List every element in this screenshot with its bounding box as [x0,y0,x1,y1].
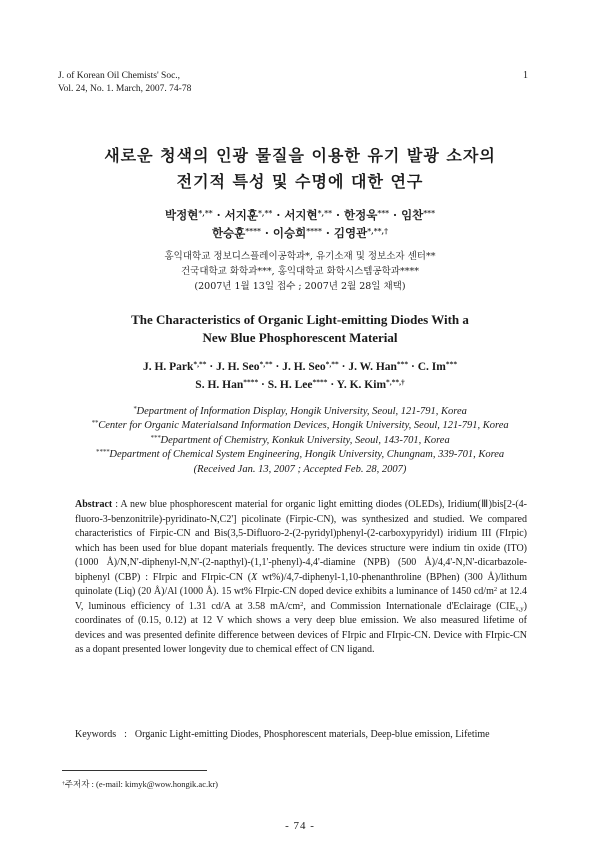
author-separator: · [272,208,285,222]
footnote-text: 주저자 : (e-mail: kimyk@wow.hongik.ac.kr) [64,779,219,789]
author-mark: *,**,† [367,226,389,236]
korean-authors [0,206,600,242]
abstract-text-part: ) coordinates of (0.15, 0.12) at 12 V which shows a very deep blue emission. We also measured lifetime of devices and was presented definite difference between devices of FIrpic and FIrpic-CN. Device with FIrpic-CN as a dopant presented lower longevity due to chemical effect of CN ligand. [75,600,527,655]
page-footer: - 74 - [285,820,315,832]
author-mark: *,** [198,208,213,218]
author-separator: · [389,208,402,222]
korean-received-dates: (2007년 1월 13일 접수 ; 2007년 2월 28일 채택) [194,281,406,292]
journal-line-1: J. of Korean Oil Chemists' Soc., [58,71,181,81]
abstract-text-part: wt%)/4,7-diphenyl-1,10-phenanthroline (BPhen) (300 Å)/lithum quinolate (Liq) (20 Å)/Al (1000 Å). 15 wt% FIrpic-CN doped device exhibits a luminance of 1450 cd/m [75,571,527,597]
affiliation-line [0,405,600,419]
affiliation-text: Department of Chemical System Engineering, Hongik University, Chungnam, 339-701, Korea [109,449,505,461]
author-mark: *** [377,208,390,218]
english-authors-line-1 [0,358,600,376]
footnote-mark: † [62,780,65,787]
affiliation-line [0,448,600,462]
keywords-colon: : [124,729,127,740]
author-mark: **** [306,226,322,236]
author-name: S. H. Lee [267,379,313,391]
author-separator: · [327,379,337,391]
keywords-text: Organic Light-emitting Diodes, Phosphorescent materials, Deep-blue emission, Lifetime [134,729,490,740]
author-name: J. W. Han [348,361,397,373]
journal-citation [58,70,191,96]
abstract [75,498,527,658]
english-title-line-2: New Blue Phosphorescent Material [202,330,398,345]
author-separator: · [260,226,273,240]
author-mark: *** [423,208,435,218]
author-mark: *** [445,359,458,369]
author-mark: *,** [325,359,339,369]
author-separator: · [408,361,418,373]
affiliation-line [0,434,600,448]
author-mark: *,** [257,208,273,218]
abstract-text-part: , and Commission Internationale d'Eclairage (CIE [303,600,516,612]
author-separator: · [206,361,217,373]
korean-title-line-2: 전기적 특성 및 수명에 대한 연구 [176,172,424,191]
footnote [62,778,218,790]
author-separator: · [321,226,334,240]
author-mark: **** [245,226,261,236]
affiliation-text: Department of Chemistry, Konkuk University, Seoul, 143-701, Korea [160,434,450,446]
english-authors-line-2 [0,376,600,394]
author-name: 서지현 [284,208,318,222]
abstract-text-part: A new blue phosphorescent material for organic light emitting diodes (OLEDs), Iridium(Ⅲ)bis[2-(4-fluoro-3-benzonitrile)-pyridinato-N,C2'] picolinate (Firpic-CN), was synthesized and studied. We compared characteristics of Firpic-CN and Bis(3,5-Difluoro-2-(2-pyridyl)phenyl-(2-carboxypyridyl) iridium III (FIrpic) which has been used for blue dopant materials frequently. The devices structure were indium tin oxide (ITO) (1000 Å)/N,N'-diphenyl-N,N'-(2-napthyl)-(1,1'-phenyl)-4,4'-diamine (NPB) (500 Å)/4,4'-N,N'-dicarbazole-biphenyl (CBP) : FIrpic and FIrpic-CN ( [75,499,527,583]
affiliation-text: Center for Organic Materialsand Information Devices, Hongik University, Seoul, 121-791, Korea [98,420,509,432]
author-name: J. H. Seo [282,361,326,373]
author-mark: **** [243,377,259,387]
affiliation-text: Department of Information Display, Hongik University, Seoul, 121-791, Korea [136,406,467,417]
keywords-label: Keywords [75,729,117,740]
author-mark: *,**,† [386,377,405,387]
affiliation-line [0,419,600,433]
author-separator: · [212,208,225,222]
author-name: Y. K. Kim [336,379,387,391]
affiliation-mark: ** [91,420,99,428]
author-name: 임찬 [401,208,424,222]
author-name: 이승희 [272,226,307,240]
author-separator: · [272,361,283,373]
author-separator: · [258,379,268,391]
korean-affiliations [0,249,600,294]
korean-title [0,143,600,195]
author-mark: *,** [317,208,332,218]
subscript: x,y [515,604,524,612]
abstract-variable: X [251,571,258,583]
korean-affiliation-line-2: 건국대학교 화학과***, 홍익대학교 화학시스템공학과**** [180,266,420,277]
author-name: 서지훈 [224,208,258,222]
english-title-line-1: The Characteristics of Organic Light-emitting Diodes With a [131,312,469,327]
author-name: S. H. Han [195,379,244,391]
english-title [0,311,600,347]
superscript: 2 [300,600,304,608]
author-separator: · [331,208,344,222]
korean-affiliation-line-1: 홍익대학교 정보디스플레이공학과*, 유기소재 및 정보소자 센터** [164,251,436,262]
english-affiliations [0,405,600,477]
author-name: 한정욱 [344,208,378,222]
author-name: 김영관 [333,226,368,240]
abstract-colon: : [112,499,121,510]
page-number: 1 [523,70,528,81]
abstract-label: Abstract [75,499,113,510]
footnote-divider [62,770,207,771]
author-name: C. Im [417,361,446,373]
author-separator: · [338,361,349,373]
author-mark: *** [396,359,409,369]
author-name: J. H. Seo [216,361,260,373]
journal-line-2: Vol. 24, No. 1. March, 2007. 74-78 [58,84,192,94]
author-mark: **** [312,377,328,387]
superscript: 2 [493,586,498,594]
affiliation-mark: **** [95,449,110,457]
author-name: 한승훈 [211,226,246,240]
abstract-text-part: at 12.4 V, luminous efficiency of 1.31 cd/A at 3.58 mA/cm [75,586,528,612]
korean-authors-line-1 [0,206,600,224]
affiliation-mark: *** [150,434,161,442]
author-name: J. H. Park [142,361,194,373]
keywords [75,728,527,743]
english-authors [0,358,600,394]
author-mark: *,** [259,359,273,369]
korean-title-line-1: 새로운 청색의 인광 물질을 이용한 유기 발광 소자의 [104,146,496,165]
korean-authors-line-2 [0,224,600,242]
english-received-dates: (Received Jan. 13, 2007 ; Accepted Feb. 28, 2007) [193,463,407,475]
author-mark: *,** [193,359,207,369]
affiliation-mark: * [133,405,137,413]
author-name: 박정현 [164,208,199,222]
